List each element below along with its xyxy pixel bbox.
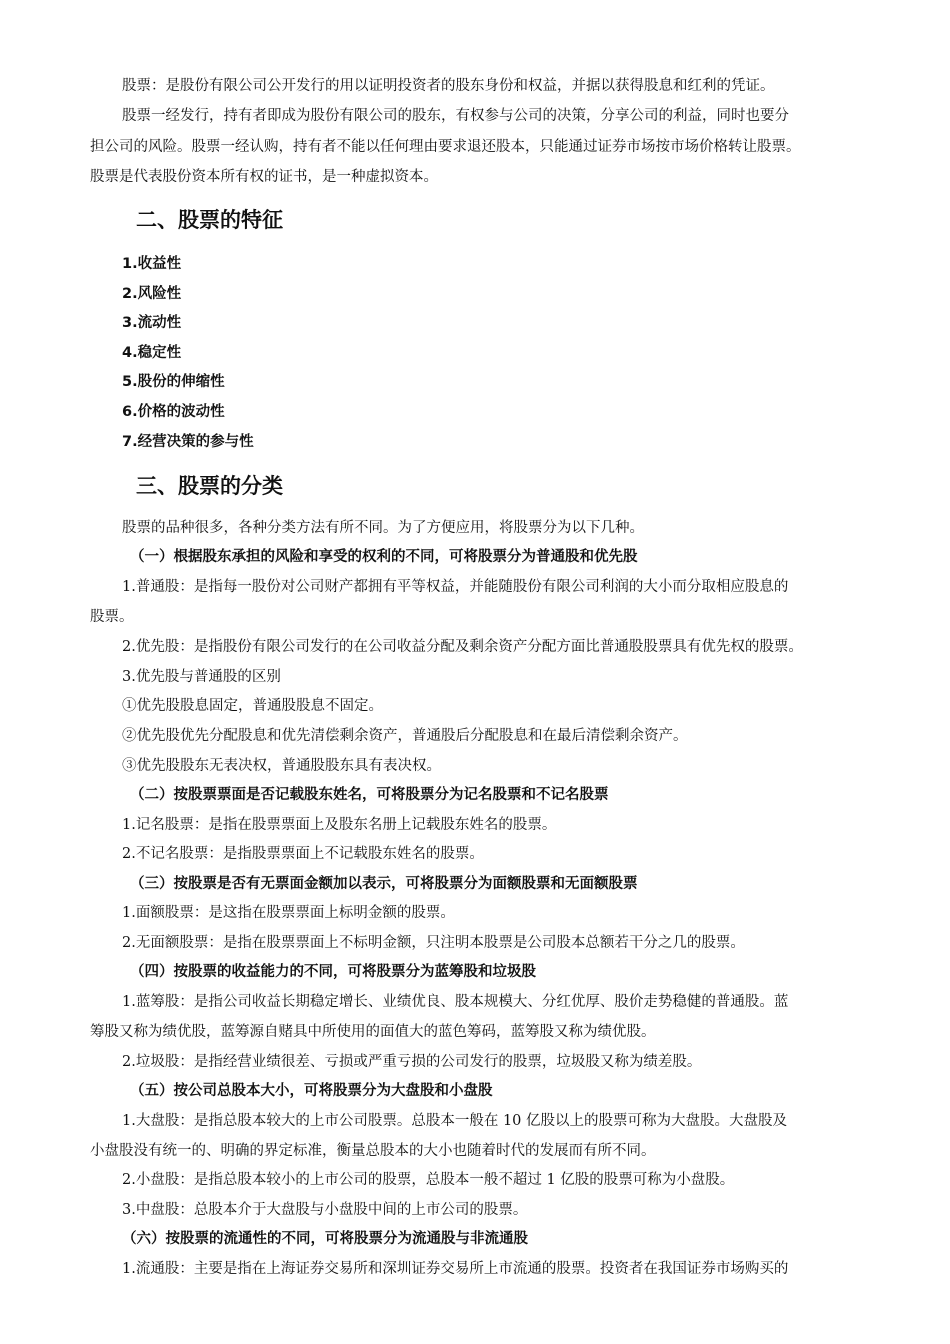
feature-item: 5.股份的伸缩性 — [122, 374, 225, 390]
feature-item: 4.稳定性 — [122, 345, 182, 361]
body-line: 2.优先股：是指股份有限公司发行的在公司收益分配及剩余资产分配方面比普通股股票具有优先权的股票。 — [122, 639, 803, 655]
body-line: 1.流通股：主要是指在上海证券交易所和深圳证券交易所上市流通的股票。投资者在我国证券市场购买的 — [122, 1261, 789, 1277]
intro-paragraph-2-line-1: 股票一经发行，持有者即成为股份有限公司的股东，有权参与公司的决策，分享公司的利益，同时也要分 — [122, 108, 789, 124]
body-line: 2.垃圾股：是指经营业绩很差、亏损或严重亏损的公司发行的股票，垃圾股又称为绩差股。 — [122, 1054, 702, 1070]
subsection-title: （三）按股票是否有无票面金额加以表示，可将股票分为面额股票和无面额股票 — [130, 876, 638, 892]
section-heading-features: 二、股票的特征 — [136, 208, 283, 232]
body-line: 1.蓝筹股：是指公司收益长期稳定增长、业绩优良、股本规模大、分红优厚、股价走势稳健的普通股。蓝 — [122, 994, 789, 1010]
body-line: ③优先股股东无表决权，普通股股东具有表决权。 — [122, 758, 441, 774]
body-line: 筹股又称为绩优股，蓝筹源自赌具中所使用的面值大的蓝色筹码，蓝筹股又称为绩优股。 — [90, 1024, 656, 1040]
body-line: 2.无面额股票：是指在股票票面上不标明金额，只注明本股票是公司股本总额若干分之几的股票。 — [122, 935, 745, 951]
body-line: 2.小盘股：是指总股本较小的上市公司的股票，总股本一般不超过 1 亿股的股票可称为小盘股。 — [122, 1172, 735, 1188]
body-line: ①优先股股息固定，普通股股息不固定。 — [122, 698, 383, 714]
intro-paragraph-2-line-2: 担公司的风险。股票一经认购，持有者不能以任何理由要求退还股本，只能通过证券市场按市场价格转让股票。 — [90, 139, 801, 155]
feature-item: 1.收益性 — [122, 256, 182, 272]
subsection-title: （六）按股票的流通性的不同，可将股票分为流通股与非流通股 — [122, 1231, 528, 1247]
body-line: 3.优先股与普通股的区别 — [122, 669, 281, 685]
intro-paragraph-1: 股票：是股份有限公司公开发行的用以证明投资者的股东身份和权益，并据以获得股息和红利的凭证。 — [122, 78, 775, 94]
subsection-title: （四）按股票的收益能力的不同，可将股票分为蓝筹股和垃圾股 — [130, 964, 536, 980]
body-line: 1.普通股：是指每一股份对公司财产都拥有平等权益，并能随股份有限公司利润的大小而分取相应股息的 — [122, 579, 789, 595]
feature-item: 7.经营决策的参与性 — [122, 434, 254, 450]
intro-paragraph-2-line-3: 股票是代表股份资本所有权的证书，是一种虚拟资本。 — [90, 169, 438, 185]
feature-item: 2.风险性 — [122, 286, 182, 302]
body-line: 小盘股没有统一的、明确的界定标准，衡量总股本的大小也随着时代的发展而有所不同。 — [90, 1143, 656, 1159]
feature-item: 3.流动性 — [122, 315, 182, 331]
body-line: 1.面额股票：是这指在股票票面上标明金额的股票。 — [122, 905, 455, 921]
subsection-title: （一）根据股东承担的风险和享受的权利的不同，可将股票分为普通股和优先股 — [130, 549, 638, 565]
body-line: ②优先股优先分配股息和优先清偿剩余资产，普通股后分配股息和在最后清偿剩余资产。 — [122, 728, 688, 744]
feature-item: 6.价格的波动性 — [122, 404, 225, 420]
body-line: 1.记名股票：是指在股票票面上及股东名册上记载股东姓名的股票。 — [122, 817, 557, 833]
body-line: 2.不记名股票：是指股票票面上不记载股东姓名的股票。 — [122, 846, 484, 862]
body-line: 股票。 — [90, 609, 134, 625]
classification-intro: 股票的品种很多，各种分类方法有所不同。为了方便应用，将股票分为以下几种。 — [122, 520, 644, 536]
subsection-title: （二）按股票票面是否记载股东姓名，可将股票分为记名股票和不记名股票 — [130, 787, 609, 803]
body-line: 3.中盘股：总股本介于大盘股与小盘股中间的上市公司的股票。 — [122, 1202, 528, 1218]
subsection-title: （五）按公司总股本大小，可将股票分为大盘股和小盘股 — [130, 1083, 493, 1099]
section-heading-classification: 三、股票的分类 — [136, 474, 283, 498]
body-line: 1.大盘股：是指总股本较大的上市公司股票。总股本一般在 10 亿股以上的股票可称为大盘股。大盘股及 — [122, 1113, 787, 1129]
